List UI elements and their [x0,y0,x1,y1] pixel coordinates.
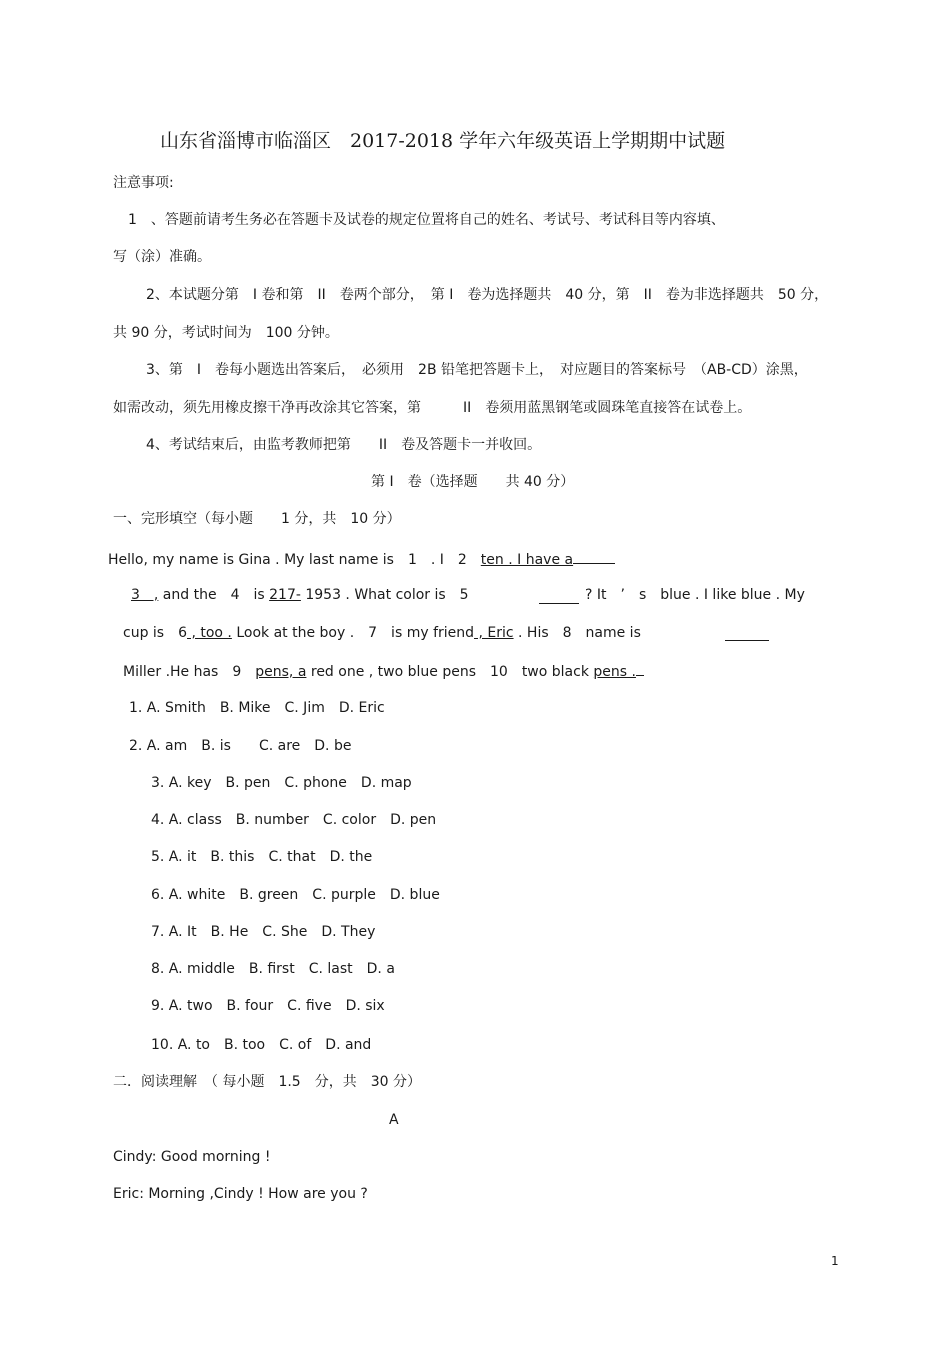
option-line: 1. A. Smith B. Mike C. Jim D. Eric [129,700,385,716]
cloze-text: Miller .He has 9 [123,664,256,680]
section-reading-heading: 二．阅读理解 （ 每小题 1.5 分，共 30 分） [113,1074,421,1090]
option-line: 9. A. two B. four C. five D. six [151,998,385,1014]
notice-item-2: 2、本试题分第 I 卷和第 II 卷两个部分， 第 I 卷为选择题共 40 分，第 II 卷为非选择题共 50 分， [146,287,829,303]
option-line: 8. A. middle B. first C. last D. a [151,961,395,977]
cloze-text: 1953 . What color is 5 [300,587,469,603]
notice-item-3: 3、第 I 卷每小题选出答案后， 必须用 2B 铅笔把答题卡上， 对应题目的答案标号 （AB-CD）涂黑， [146,362,808,378]
answer-blank [636,661,644,676]
cloze-line-3 [123,624,641,642]
cloze-underlined-text: pens . [593,664,636,680]
cloze-underlined-text: ten . I have a [480,552,574,568]
notice-item-2-cont: 共 90 分，考试时间为 100 分钟。 [113,325,339,341]
answer-blank [573,549,615,564]
notice-item-1-cont: 写（涂）准确。 [113,249,211,265]
cloze-text: Hello, my name is Gina . My last name is 1 . I 2 [108,552,481,568]
section-cloze-heading: 一、完形填空（每小题 1 分，共 10 分） [113,511,401,527]
answer-blank [539,589,579,604]
page-number: 1 [831,1254,839,1268]
dialog-line: Cindy: Good morning ! [113,1149,271,1165]
cloze-underlined-text: 3 , [131,587,159,603]
option-line: 4. A. class B. number C. color D. pen [151,812,437,828]
cloze-text: red one , two blue pens 10 two black [306,664,594,680]
cloze-text: cup is 6 [123,625,187,641]
cloze-underlined-text: pens, a [255,664,307,680]
cloze-underlined-text: , too . [187,625,232,641]
notice-heading: 注意事项: [113,175,174,191]
option-line: 2. A. am B. is C. are D. be [129,738,352,754]
page-title: 山东省淄博市临淄区 2017-2018 学年六年级英语上学期期中试题 [160,130,726,152]
option-line: 10. A. to B. too C. of D. and [151,1037,372,1053]
cloze-line-2-tail: ? It ’ s blue . I like blue . My [585,587,805,603]
cloze-line-1 [108,549,615,569]
notice-item-1: 1 、答题前请考生务必在答题卡及试卷的规定位置将自己的姓名、考试号、考试科目等内容填、 [128,212,725,228]
cloze-underlined-text: 217- [269,587,301,603]
cloze-text: and the 4 is [158,587,270,603]
passage-label: A [389,1112,399,1128]
notice-item-3-cont: 如需改动，须先用橡皮擦干净再改涂其它答案，第 II 卷须用蓝黑钢笔或圆珠笔直接答在试卷上。 [113,400,752,416]
cloze-underlined-text: , Eric [474,625,514,641]
cloze-line-2 [123,586,469,604]
part-one-heading: 第 I 卷（选择题 共 40 分） [371,474,575,490]
cloze-text: . His 8 name is [513,625,641,641]
option-line: 5. A. it B. this C. that D. the [151,849,373,865]
notice-item-4: 4、考试结束后，由监考教师把第 II 卷及答题卡一并收回。 [146,437,542,453]
cloze-line-4 [123,661,644,681]
option-line: 3. A. key B. pen C. phone D. map [151,775,412,791]
cloze-text: Look at the boy . 7 is my friend [231,625,475,641]
option-line: 7. A. It B. He C. She D. They [151,924,376,940]
dialog-line: Eric: Morning ,Cindy ! How are you ? [113,1186,368,1202]
answer-blank [725,626,769,641]
option-line: 6. A. white B. green C. purple D. blue [151,887,440,903]
